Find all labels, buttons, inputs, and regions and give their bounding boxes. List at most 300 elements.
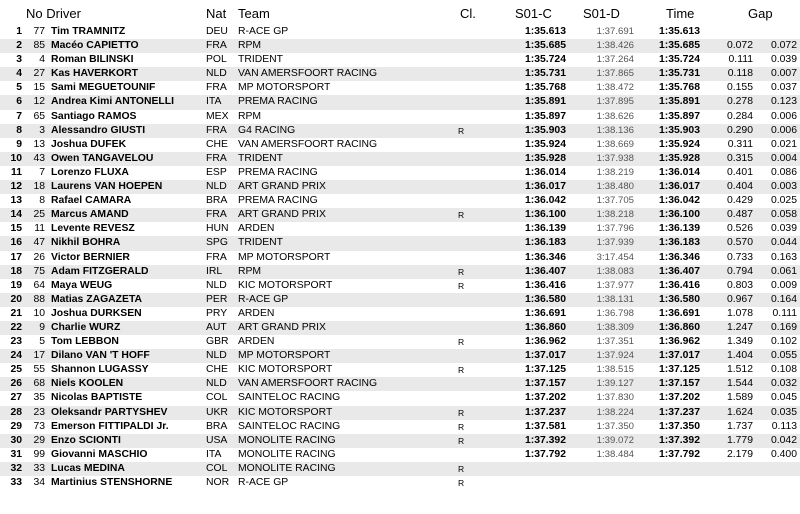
car-number-cell: 17 — [33, 350, 45, 362]
nationality-cell: FRA — [206, 124, 227, 136]
position-cell: 9 — [16, 138, 22, 150]
gap-previous-cell: 0.009 — [770, 279, 797, 291]
car-number-cell: 33 — [33, 462, 45, 474]
team-cell: KIC MOTORSPORT — [238, 279, 333, 291]
gap-previous-cell: 0.164 — [770, 293, 797, 305]
driver-cell — [51, 222, 135, 236]
nationality-cell: NOR — [206, 477, 230, 488]
s01d-cell: 1:37.924 — [596, 350, 634, 362]
gap-leader-cell: 0.311 — [727, 138, 753, 150]
car-number-cell: 73 — [33, 420, 45, 432]
table-row — [0, 194, 800, 208]
gap-previous-cell: 0.400 — [770, 448, 797, 460]
position-cell: 29 — [10, 420, 22, 432]
position-cell: 20 — [10, 293, 22, 305]
team-cell: SAINTELOC RACING — [238, 420, 341, 432]
driver-last-name: WEUG — [79, 279, 113, 291]
position-cell: 26 — [10, 378, 22, 390]
nationality-cell: PER — [206, 293, 228, 305]
driver-cell — [51, 95, 174, 109]
position-cell: 11 — [11, 166, 22, 178]
driver-last-name: MASCHIO — [98, 448, 148, 460]
s01c-cell: 1:37.237 — [524, 406, 566, 418]
s01d-cell: 1:37.705 — [596, 195, 634, 207]
driver-first-name: Lorenzo — [51, 166, 92, 178]
time-cell: 1:35.685 — [658, 40, 700, 52]
driver-first-name: Andrea Kimi — [51, 96, 113, 108]
nationality-cell: ITA — [206, 96, 222, 108]
driver-cell — [51, 152, 153, 166]
time-cell: 1:35.928 — [658, 152, 700, 164]
driver-cell — [51, 462, 125, 476]
car-number-cell: 85 — [33, 40, 45, 52]
gap-leader-cell: 0.803 — [726, 279, 753, 291]
s01c-cell: 1:36.691 — [524, 307, 566, 319]
team-cell: VAN AMERSFOORT RACING — [238, 138, 378, 150]
s01c-cell: 1:35.903 — [524, 124, 566, 136]
time-cell: 1:36.407 — [658, 265, 700, 277]
nationality-cell: AUT — [206, 321, 227, 333]
gap-previous-cell: 0.086 — [770, 166, 797, 178]
header-s01d: S01-D — [583, 6, 620, 21]
car-number-cell: 18 — [33, 181, 45, 193]
team-cell: MP MOTORSPORT — [238, 350, 331, 362]
gap-leader-cell: 0.315 — [726, 152, 753, 164]
gap-previous-cell: 0.102 — [770, 336, 797, 348]
s01c-cell: 1:36.416 — [524, 279, 566, 291]
car-number-cell: 75 — [33, 265, 45, 277]
driver-cell — [51, 236, 120, 250]
time-cell: 1:35.731 — [658, 68, 700, 80]
car-number-cell: 35 — [33, 392, 45, 404]
driver-last-name: DURKSEN — [90, 307, 142, 319]
table-row — [0, 377, 800, 391]
car-number-cell: 12 — [33, 96, 45, 108]
time-cell: 1:35.924 — [658, 138, 700, 150]
driver-first-name: Adam — [51, 265, 80, 277]
table-row — [0, 124, 800, 138]
nationality-cell: FRA — [206, 152, 227, 164]
nationality-cell: HUN — [206, 223, 229, 235]
class-cell: R — [458, 266, 465, 277]
s01d-cell: 1:38.131 — [596, 293, 634, 305]
team-cell: MONOLITE RACING — [238, 462, 336, 474]
team-cell: RPM — [238, 110, 262, 122]
time-cell: 1:37.237 — [658, 406, 700, 418]
s01c-cell: 1:35.731 — [524, 68, 566, 80]
car-number-cell: 4 — [39, 54, 45, 66]
table-row — [0, 208, 800, 222]
table-row — [0, 53, 800, 67]
position-cell: 24 — [10, 350, 22, 362]
time-cell: 1:36.183 — [658, 237, 700, 249]
s01c-cell: 1:35.768 — [524, 82, 566, 94]
gap-leader-cell: 1.589 — [726, 392, 753, 404]
nationality-cell: CHE — [206, 138, 228, 150]
gap-previous-cell: 0.111 — [772, 307, 797, 319]
driver-cell — [51, 166, 129, 180]
s01d-cell: 1:38.218 — [596, 209, 634, 221]
team-cell: TRIDENT — [238, 152, 284, 164]
s01d-cell: 1:37.350 — [596, 420, 634, 432]
car-number-cell: 27 — [33, 68, 45, 80]
header-class: Cl. — [460, 6, 476, 21]
position-cell: 16 — [10, 237, 22, 249]
class-cell: R — [458, 337, 465, 348]
s01c-cell: 1:36.860 — [524, 321, 566, 333]
driver-last-name: RAMOS — [97, 110, 137, 122]
driver-last-name: CAMARA — [85, 195, 132, 207]
position-cell: 4 — [16, 68, 22, 80]
driver-last-name: FITZGERALD — [82, 265, 149, 277]
driver-last-name: BAPTISTE — [90, 392, 143, 404]
time-cell: 1:36.042 — [658, 195, 700, 207]
team-cell: RPM — [238, 40, 262, 52]
gap-leader-cell: 1.737 — [726, 420, 753, 432]
gap-leader-cell: 0.404 — [726, 181, 753, 193]
position-cell: 33 — [10, 477, 22, 488]
team-cell: MONOLITE RACING — [238, 434, 336, 446]
car-number-cell: 7 — [39, 166, 45, 178]
s01d-cell: 3:17.454 — [596, 251, 634, 263]
driver-cell — [51, 363, 149, 377]
driver-first-name: Dilano — [51, 350, 83, 362]
s01c-cell: 1:37.581 — [524, 420, 566, 432]
car-number-cell: 13 — [33, 138, 45, 150]
car-number-cell: 8 — [39, 195, 45, 207]
car-number-cell: 9 — [39, 321, 45, 333]
nationality-cell: ESP — [206, 166, 227, 178]
car-number-cell: 23 — [33, 406, 45, 418]
time-cell: 1:37.792 — [658, 448, 700, 460]
position-cell: 22 — [10, 321, 22, 333]
nationality-cell: FRA — [206, 209, 227, 221]
s01d-cell: 1:38.480 — [596, 181, 634, 193]
gap-previous-cell: 0.006 — [770, 110, 797, 122]
position-cell: 15 — [10, 223, 22, 235]
driver-first-name: Rafael — [51, 195, 83, 207]
position-cell: 3 — [16, 54, 22, 66]
car-number-cell: 34 — [33, 477, 45, 488]
table-row — [0, 349, 800, 363]
position-cell: 19 — [10, 279, 22, 291]
time-cell: 1:35.768 — [658, 82, 700, 94]
driver-cell — [51, 180, 162, 194]
s01d-cell: 1:37.865 — [596, 68, 634, 80]
driver-last-name: MEGUETOUNIF — [78, 82, 156, 94]
driver-cell — [51, 434, 121, 448]
driver-first-name: Marcus — [51, 209, 88, 221]
car-number-cell: 64 — [33, 279, 45, 291]
team-cell: MONOLITE RACING — [238, 448, 336, 460]
driver-cell — [51, 110, 136, 124]
s01d-cell: 1:38.472 — [596, 82, 634, 94]
gap-previous-cell: 0.045 — [770, 392, 797, 404]
position-cell: 7 — [16, 110, 22, 122]
s01c-cell: 1:37.202 — [524, 392, 566, 404]
team-cell: R-ACE GP — [238, 26, 289, 37]
gap-leader-cell: 0.967 — [726, 293, 753, 305]
s01d-cell: 1:38.426 — [596, 40, 634, 52]
s01d-cell: 1:37.264 — [596, 54, 634, 66]
s01d-cell: 1:39.072 — [596, 434, 634, 446]
position-cell: 8 — [16, 124, 22, 136]
driver-cell — [51, 335, 119, 349]
gap-previous-cell: 0.169 — [770, 321, 797, 333]
s01c-cell: 1:35.724 — [524, 54, 566, 66]
gap-previous-cell: 0.055 — [770, 350, 797, 362]
driver-cell — [51, 293, 142, 307]
gap-leader-cell: 0.429 — [726, 195, 753, 207]
gap-previous-cell: 0.163 — [770, 251, 797, 263]
s01c-cell: 1:37.157 — [524, 378, 566, 390]
results-table — [0, 25, 800, 490]
driver-first-name: Sami — [51, 82, 76, 94]
table-row — [0, 321, 800, 335]
nationality-cell: COL — [206, 462, 228, 474]
driver-cell — [51, 377, 123, 391]
s01c-cell: 1:37.017 — [524, 350, 566, 362]
gap-leader-cell: 0.290 — [726, 124, 753, 136]
s01c-cell: 1:37.392 — [524, 434, 566, 446]
table-row — [0, 265, 800, 279]
driver-cell — [51, 321, 120, 335]
team-cell: PREMA RACING — [238, 195, 318, 207]
team-cell: G4 RACING — [238, 124, 296, 136]
driver-first-name: Alessandro — [51, 124, 108, 136]
driver-first-name: Macéo — [51, 40, 84, 52]
team-cell: MP MOTORSPORT — [238, 82, 331, 94]
team-cell: ART GRAND PRIX — [238, 181, 326, 193]
time-cell: 1:36.860 — [658, 321, 700, 333]
s01d-cell: 1:37.830 — [596, 392, 634, 404]
position-cell: 21 — [10, 307, 22, 319]
car-number-cell: 88 — [33, 293, 45, 305]
car-number-cell: 10 — [33, 307, 45, 319]
gap-previous-cell: 0.039 — [770, 54, 797, 66]
car-number-cell: 55 — [33, 364, 45, 376]
position-cell: 10 — [10, 152, 22, 164]
gap-leader-cell: 0.278 — [726, 96, 753, 108]
time-cell: 1:37.202 — [658, 392, 700, 404]
gap-leader-cell: 1.544 — [726, 378, 753, 390]
driver-cell — [51, 67, 138, 81]
table-row — [0, 462, 800, 476]
gap-leader-cell: 0.072 — [726, 40, 753, 52]
position-cell: 14 — [10, 209, 22, 221]
gap-leader-cell: 1.349 — [726, 336, 753, 348]
driver-last-name: SCIONTI — [78, 434, 121, 446]
header-no-driver: No Driver — [26, 6, 81, 21]
class-cell: R — [458, 478, 465, 488]
s01d-cell: 1:37.977 — [596, 279, 634, 291]
nationality-cell: CHE — [206, 364, 228, 376]
position-cell: 32 — [10, 462, 22, 474]
driver-last-name: FITTIPALDI Jr. — [98, 420, 169, 432]
position-cell: 18 — [10, 265, 22, 277]
gap-leader-cell: 1.247 — [726, 321, 753, 333]
gap-previous-cell: 0.044 — [770, 237, 797, 249]
time-cell: 1:36.580 — [658, 293, 700, 305]
driver-cell — [51, 124, 145, 138]
driver-cell — [51, 406, 167, 420]
position-cell: 30 — [10, 434, 22, 446]
driver-cell — [51, 476, 172, 490]
gap-previous-cell: 0.037 — [770, 82, 797, 94]
driver-last-name: LUGASSY — [98, 364, 149, 376]
class-cell: R — [458, 280, 465, 291]
s01c-cell: 1:35.928 — [524, 152, 566, 164]
car-number-cell: 25 — [33, 209, 45, 221]
s01c-cell: 1:37.792 — [524, 448, 566, 460]
driver-first-name: Emerson — [51, 420, 96, 432]
driver-last-name: PARTYSHEV — [104, 406, 168, 418]
time-cell: 1:36.139 — [658, 223, 700, 235]
driver-last-name: ANTONELLI — [114, 96, 174, 108]
driver-first-name: Giovanni — [51, 448, 96, 460]
table-row — [0, 166, 800, 180]
time-cell: 1:37.157 — [658, 378, 700, 390]
car-number-cell: 99 — [33, 448, 45, 460]
nationality-cell: NLD — [206, 378, 227, 390]
s01d-cell: 1:37.691 — [596, 26, 634, 37]
driver-last-name: VAN 'T HOFF — [85, 350, 150, 362]
gap-previous-cell: 0.025 — [770, 195, 797, 207]
s01c-cell: 1:36.017 — [524, 181, 566, 193]
table-row — [0, 307, 800, 321]
driver-last-name: AMAND — [89, 209, 129, 221]
table-row — [0, 448, 800, 462]
gap-previous-cell: 0.113 — [771, 420, 797, 432]
time-cell: 1:36.416 — [658, 279, 700, 291]
s01d-cell: 1:37.895 — [596, 96, 634, 108]
driver-first-name: Lucas — [51, 462, 82, 474]
s01d-cell: 1:38.219 — [596, 166, 634, 178]
team-cell: PREMA RACING — [238, 166, 318, 178]
driver-last-name: REVESZ — [93, 223, 135, 235]
gap-previous-cell: 0.006 — [770, 124, 797, 136]
gap-leader-cell: 1.404 — [726, 350, 753, 362]
team-cell: ARDEN — [238, 336, 275, 348]
position-cell: 17 — [10, 251, 22, 263]
driver-first-name: Charlie — [51, 321, 87, 333]
gap-leader-cell: 0.111 — [728, 54, 753, 66]
nationality-cell: PRY — [206, 307, 228, 319]
position-cell: 13 — [10, 195, 22, 207]
gap-previous-cell: 0.039 — [770, 223, 797, 235]
driver-last-name: STENSHORNE — [100, 477, 173, 488]
header-s01c: S01-C — [515, 6, 552, 21]
nationality-cell: NLD — [206, 181, 227, 193]
position-cell: 5 — [16, 82, 22, 94]
s01d-cell: 1:36.798 — [596, 307, 634, 319]
driver-first-name: Tom — [51, 336, 73, 348]
driver-first-name: Victor — [51, 251, 81, 263]
class-cell: R — [458, 210, 465, 221]
table-row — [0, 138, 800, 152]
driver-last-name: KOOLEN — [78, 378, 124, 390]
position-cell: 31 — [10, 448, 22, 460]
nationality-cell: GBR — [206, 336, 229, 348]
table-row — [0, 406, 800, 420]
s01d-cell: 1:39.127 — [596, 378, 634, 390]
s01d-cell: 1:38.136 — [596, 124, 634, 136]
class-cell: R — [458, 407, 465, 418]
table-row — [0, 391, 800, 405]
driver-last-name: FLUXA — [94, 166, 129, 178]
driver-first-name: Matias — [51, 293, 84, 305]
table-row — [0, 363, 800, 377]
class-cell: R — [458, 125, 465, 136]
team-cell: KIC MOTORSPORT — [238, 406, 333, 418]
s01c-cell: 1:36.580 — [524, 293, 566, 305]
s01d-cell: 1:38.515 — [596, 364, 634, 376]
table-row — [0, 95, 800, 109]
driver-cell — [51, 251, 130, 265]
table-row — [0, 152, 800, 166]
nationality-cell: BRA — [206, 195, 228, 207]
driver-cell — [51, 349, 150, 363]
driver-cell — [51, 307, 142, 321]
driver-last-name: TANGAVELOU — [82, 152, 154, 164]
car-number-cell: 15 — [33, 82, 45, 94]
s01d-cell: 1:38.309 — [596, 321, 634, 333]
s01c-cell: 1:36.407 — [524, 265, 566, 277]
driver-cell — [51, 391, 142, 405]
header-team: Team — [238, 6, 270, 21]
s01c-cell: 1:36.139 — [524, 223, 566, 235]
car-number-cell: 65 — [33, 110, 45, 122]
driver-cell — [51, 265, 149, 279]
driver-first-name: Santiago — [51, 110, 95, 122]
driver-first-name: Martinius — [51, 477, 98, 488]
car-number-cell: 26 — [33, 251, 45, 263]
s01d-cell: 1:38.224 — [596, 406, 634, 418]
gap-leader-cell: 0.401 — [726, 166, 753, 178]
gap-previous-cell: 0.035 — [770, 406, 797, 418]
driver-first-name: Roman — [51, 54, 87, 66]
driver-last-name: BILINSKI — [89, 54, 134, 66]
position-cell: 23 — [10, 336, 22, 348]
driver-cell — [51, 25, 125, 39]
table-row — [0, 81, 800, 95]
nationality-cell: MEX — [206, 110, 229, 122]
nationality-cell: FRA — [206, 82, 227, 94]
s01d-cell: 1:37.351 — [596, 336, 634, 348]
nationality-cell: NLD — [206, 279, 227, 291]
table-row — [0, 67, 800, 81]
table-row — [0, 39, 800, 53]
time-cell: 1:37.392 — [658, 434, 700, 446]
team-cell: TRIDENT — [238, 54, 284, 66]
driver-last-name: DUFEK — [90, 138, 127, 150]
driver-last-name: MEDINA — [83, 462, 125, 474]
driver-first-name: Tim — [51, 26, 70, 37]
table-row — [0, 25, 800, 39]
gap-previous-cell: 0.004 — [770, 152, 797, 164]
table-header — [0, 0, 800, 24]
s01c-cell: 1:35.924 — [524, 138, 566, 150]
s01c-cell: 1:35.685 — [524, 40, 566, 52]
class-cell: R — [458, 421, 465, 432]
nationality-cell: DEU — [206, 26, 228, 37]
car-number-cell: 68 — [33, 378, 45, 390]
team-cell: KIC MOTORSPORT — [238, 364, 333, 376]
driver-first-name: Levente — [51, 223, 91, 235]
gap-previous-cell: 0.108 — [770, 364, 797, 376]
table-row — [0, 476, 800, 490]
time-cell: 1:36.346 — [658, 251, 700, 263]
